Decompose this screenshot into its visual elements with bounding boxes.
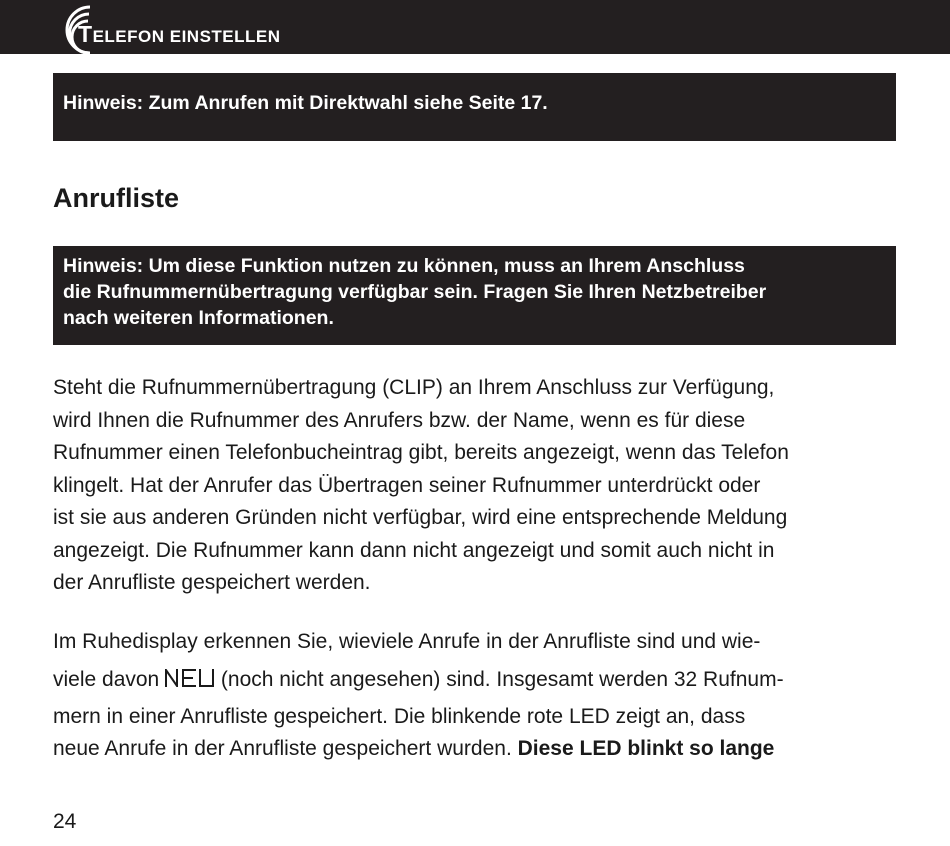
paragraph-line: angezeigt. Die Rufnummer kann dann nicht angezeigt und somit auch nicht in [53,538,775,562]
header-title-rest: ELEFON EINSTELLEN [92,27,281,46]
header-title-initial: T [78,21,93,47]
text-segment: (noch nicht angesehen) sind. Insgesamt werden 32 Rufnum- [215,668,784,691]
paragraph-line: Steht die Rufnummernübertragung (CLIP) an Ihrem Anschluss zur Verfügung, [53,376,775,399]
note-clip-requirement [53,246,896,345]
header-title [78,21,281,48]
page-number: 24 [53,810,77,833]
note-direct-dial-text: Hinweis: Zum Anrufen mit Direktwahl siehe Seite 17. [63,92,548,114]
neu-lcd-symbol-icon [165,669,215,687]
neu-symbol-text: NEU [165,669,168,670]
note-line: nach weiteren Informationen. [63,307,334,329]
paragraph-line: mern in einer Anrufliste gespeichert. Die blinkende rote LED zeigt an, dass [53,705,746,728]
text-segment: viele davon [53,668,166,691]
paragraph-line: klingelt. Hat der Anrufer das Übertragen seiner Rufnummer unterdrückt oder [53,473,761,497]
note-line: die Rufnummernübertragung verfügbar sein. Fragen Sie Ihren Netzbetreiber [63,281,767,303]
note-direct-dial [53,73,896,141]
section-title: Anrufliste [53,183,180,213]
paragraph-line: Im Ruhedisplay erkennen Sie, wieviele Anrufe in der Anrufliste sind und wie- [53,630,761,653]
note-line: Hinweis: Um diese Funktion nutzen zu können, muss an Ihrem Anschluss [63,255,745,277]
paragraph-line: der Anrufliste gespeichert werden. [53,571,371,594]
paragraph-idle-display [53,626,913,765]
paragraph-line-with-symbol [53,658,913,701]
paragraph-line: wird Ihnen die Rufnummer des Anrufers bzw. der Name, wenn es für diese [53,408,746,432]
paragraph-line: ist sie aus anderen Gründen nicht verfügbar, wird eine entsprechende Meldung [53,506,788,529]
header-bar [0,0,950,54]
paragraph-clip [53,372,913,600]
paragraph-line: Rufnummer einen Telefonbucheintrag gibt, bereits angezeigt, wenn das Telefon [53,441,789,464]
text-segment: neue Anrufe in der Anrufliste gespeichert wurden. [53,737,518,760]
bold-text-segment: Diese LED blinkt so lange [517,737,775,760]
paragraph-line [53,733,913,765]
